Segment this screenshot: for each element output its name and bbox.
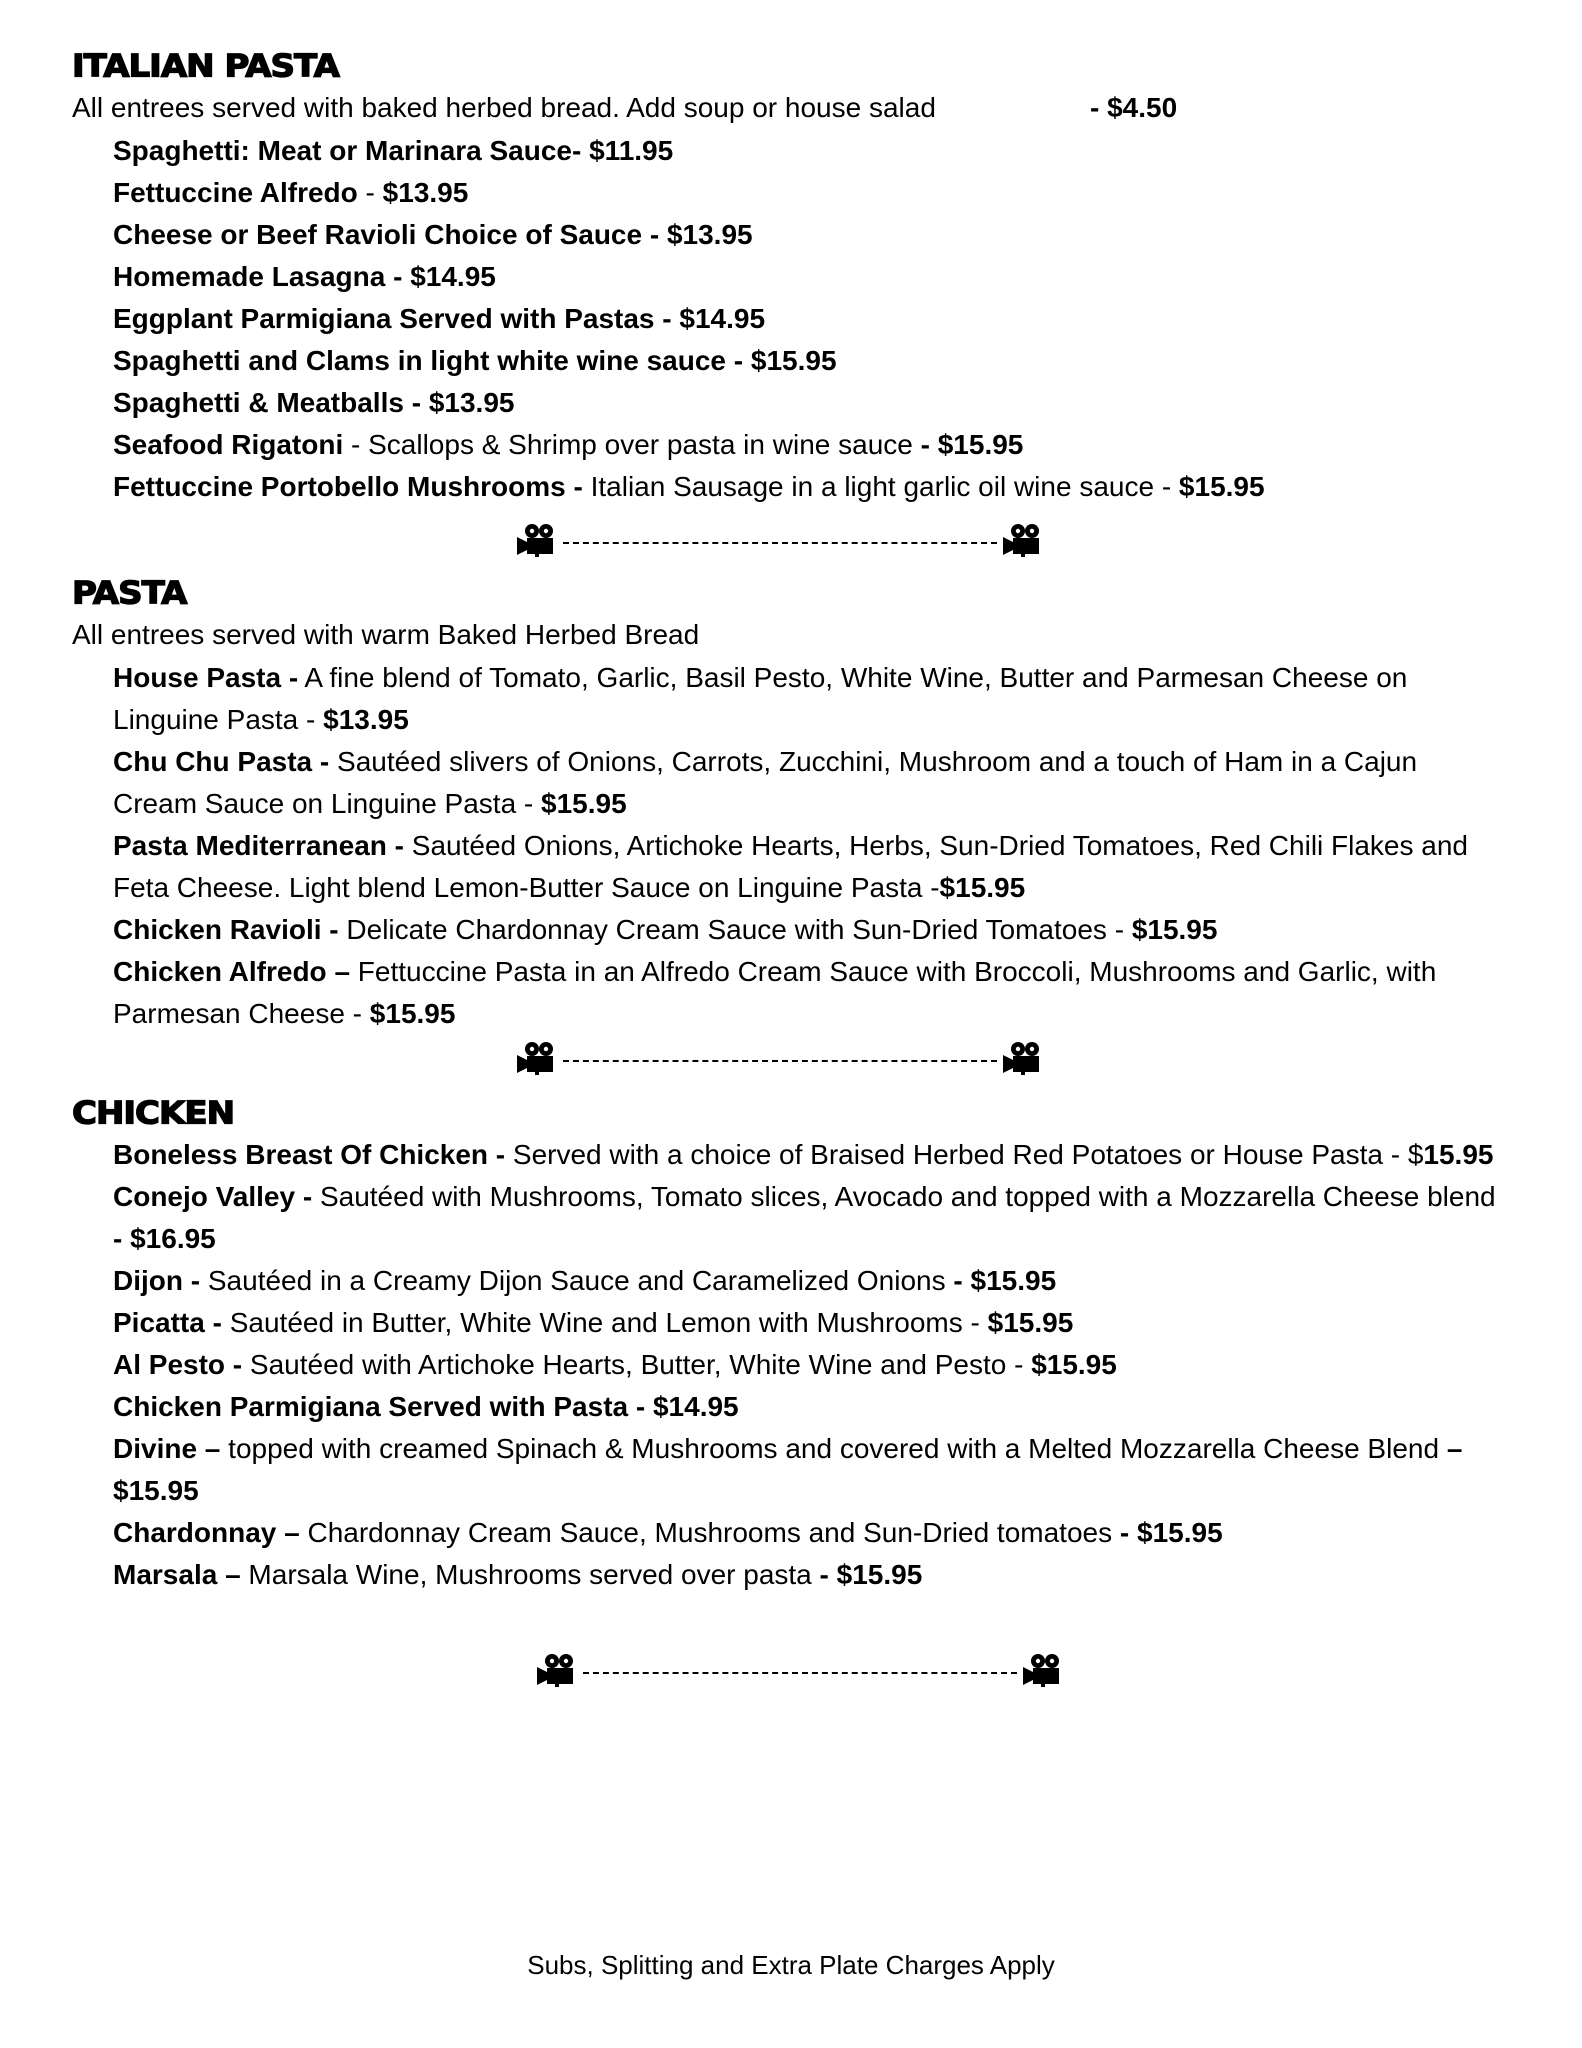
menu-item-price: – $15.95 — [113, 1433, 1463, 1506]
menu-item — [113, 951, 1498, 1035]
menu-item-name: Pasta Mediterranean - — [113, 830, 404, 861]
menu-item-price: $13.95 — [323, 704, 409, 735]
menu-item — [113, 1134, 1498, 1176]
menu-item — [113, 172, 1498, 214]
section-title-chicken: CHICKEN — [72, 1095, 235, 1132]
menu-item-name: Chardonnay – — [113, 1517, 300, 1548]
menu-item — [113, 825, 1498, 909]
menu-item — [113, 256, 1498, 298]
menu-item-name: Al Pesto - — [113, 1349, 243, 1380]
section-divider — [515, 1038, 1045, 1078]
menu-item-name: Marsala – — [113, 1559, 241, 1590]
movie-camera-icon — [515, 523, 559, 557]
italian-pasta-intro: All entrees served with baked herbed bread. Add soup or house salad — [72, 92, 936, 123]
menu-item-price: $15.95 — [1131, 914, 1218, 945]
menu-item-price: $13.95 — [382, 177, 469, 208]
menu-item-name: Conejo Valley - — [113, 1181, 313, 1212]
menu-item-description: Sautéed slivers of Onions, Carrots, Zucchini, Mushroom and a touch of Ham in a Cajun Cream Sauce on Linguine Pasta - — [113, 746, 1418, 819]
menu-item-price: $15.95 — [1178, 471, 1265, 502]
menu-item-price: $15.95 — [541, 788, 627, 819]
dashed-line — [563, 1060, 997, 1062]
menu-item-description: Sautéed with Artichoke Hearts, Butter, White Wine and Pesto - — [242, 1349, 1032, 1380]
menu-item-description: Sautéed in Butter, White Wine and Lemon with Mushrooms - — [221, 1307, 988, 1338]
menu-item — [113, 466, 1498, 508]
section-divider — [515, 520, 1045, 560]
menu-item-description: topped with creamed Spinach & Mushrooms and covered with a Melted Mozzarella Cheese Blend — [220, 1433, 1447, 1464]
menu-item-price: $15.95 — [1031, 1349, 1117, 1380]
section-title-italian-pasta: ITALIAN PASTA — [72, 48, 339, 85]
menu-item-name: Picatta - — [113, 1307, 222, 1338]
menu-item — [113, 1176, 1498, 1260]
menu-item — [113, 340, 1498, 382]
menu-item-price: - $15.95 — [819, 1559, 923, 1590]
italian-pasta-list — [113, 130, 1498, 508]
menu-item-name: House Pasta - — [113, 662, 299, 693]
movie-camera-icon — [1001, 1041, 1045, 1075]
menu-item-name: Divine – — [113, 1433, 221, 1464]
menu-item — [113, 1512, 1498, 1554]
menu-item — [113, 741, 1498, 825]
menu-item-description: - Scallops & Shrimp over pasta in wine sauce — [343, 429, 921, 460]
menu-item-name: Seafood Rigatoni — [113, 429, 344, 460]
menu-item-name: Chicken Parmigiana Served with Pasta - $14.95 — [113, 1391, 739, 1422]
menu-item-name: Dijon - — [113, 1265, 201, 1296]
menu-item-description: - — [357, 177, 383, 208]
add-soup-salad-price: - $4.50 — [1090, 92, 1178, 123]
movie-camera-icon — [535, 1653, 579, 1687]
menu-item — [113, 382, 1498, 424]
menu-item-name: Spaghetti: Meat or Marinara Sauce- $11.95 — [113, 135, 674, 166]
menu-item-name: Spaghetti and Clams in light white wine sauce - $15.95 — [113, 345, 837, 376]
menu-item-description: Delicate Chardonnay Cream Sauce with Sun-Dried Tomatoes - — [338, 914, 1132, 945]
chicken-list — [113, 1134, 1498, 1596]
menu-item — [113, 214, 1498, 256]
menu-item-description: A fine blend of Tomato, Garlic, Basil Pesto, White Wine, Butter and Parmesan Cheese on Linguine Pasta - — [113, 662, 1408, 735]
menu-item-name: Fettuccine Alfredo — [113, 177, 358, 208]
menu-item — [113, 1554, 1498, 1596]
menu-item-description: Marsala Wine, Mushrooms served over pasta — [240, 1559, 820, 1590]
menu-item — [113, 1344, 1498, 1386]
menu-item-name: Boneless Breast Of Chicken - — [113, 1139, 506, 1170]
menu-item-description: Italian Sausage in a light garlic oil wine sauce - — [582, 471, 1179, 502]
menu-item-name: Cheese or Beef Ravioli Choice of Sauce - $13.95 — [113, 219, 753, 250]
menu-item-price: $15.95 — [987, 1307, 1074, 1338]
menu-item — [113, 298, 1498, 340]
section-title-pasta: PASTA — [72, 575, 187, 612]
pasta-intro: All entrees served with warm Baked Herbed Bread — [72, 619, 700, 650]
menu-item-description: Served with a choice of Braised Herbed Red Potatoes or House Pasta - $ — [505, 1139, 1424, 1170]
menu-item-name: Eggplant Parmigiana Served with Pastas - $14.95 — [113, 303, 766, 334]
menu-item-description: Fettuccine Pasta in an Alfredo Cream Sauce with Broccoli, Mushrooms and Garlic, with Parmesan Cheese - — [113, 956, 1437, 1029]
section-divider — [535, 1650, 1065, 1690]
menu-item-description: Sautéed Onions, Artichoke Hearts, Herbs, Sun-Dried Tomatoes, Red Chili Flakes and Feta Cheese. Light blend Lemon-Butter Sauce on Linguine Pasta - — [113, 830, 1468, 903]
menu-item-name: Fettuccine Portobello Mushrooms - — [113, 471, 583, 502]
menu-item-price: - $15.95 — [953, 1265, 1057, 1296]
menu-item — [113, 1428, 1498, 1512]
menu-item-name: Chicken Ravioli - — [113, 914, 339, 945]
menu-item-price: 15.95 — [1423, 1139, 1494, 1170]
movie-camera-icon — [515, 1041, 559, 1075]
menu-item — [113, 657, 1498, 741]
pasta-list — [113, 657, 1498, 1035]
menu-item-price: - $15.95 — [920, 429, 1024, 460]
menu-item-name: Homemade Lasagna - $14.95 — [113, 261, 496, 292]
menu-item — [113, 130, 1498, 172]
menu-item-description: Sautéed with Mushrooms, Tomato slices, Avocado and topped with a Mozzarella Cheese blend — [312, 1181, 1496, 1212]
dashed-line — [583, 1672, 1017, 1674]
menu-item-description: Sautéed in a Creamy Dijon Sauce and Caramelized Onions — [200, 1265, 954, 1296]
menu-item-name: Spaghetti & Meatballs - $13.95 — [113, 387, 515, 418]
menu-item — [113, 909, 1498, 951]
menu-item-price: - $15.95 — [1119, 1517, 1223, 1548]
menu-item-price: $15.95 — [939, 872, 1026, 903]
menu-item-price: $15.95 — [369, 998, 456, 1029]
menu-item-name: Chu Chu Pasta - — [113, 746, 330, 777]
menu-item-price: - $16.95 — [113, 1223, 216, 1254]
menu-item — [113, 1386, 1498, 1428]
footer-note: Subs, Splitting and Extra Plate Charges Apply — [527, 1950, 1055, 1980]
movie-camera-icon — [1021, 1653, 1065, 1687]
menu-item-name: Chicken Alfredo – — [113, 956, 351, 987]
menu-item — [113, 1302, 1498, 1344]
dashed-line — [563, 542, 997, 544]
menu-item — [113, 1260, 1498, 1302]
movie-camera-icon — [1001, 523, 1045, 557]
menu-item — [113, 424, 1498, 466]
menu-item-description: Chardonnay Cream Sauce, Mushrooms and Sun-Dried tomatoes — [299, 1517, 1120, 1548]
